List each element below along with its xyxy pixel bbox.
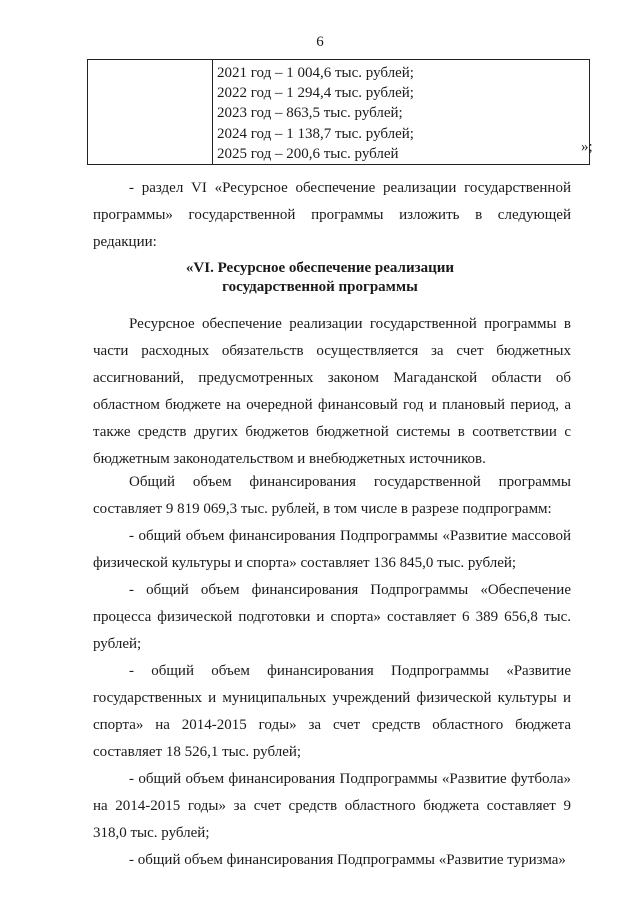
year-funding-line: 2021 год – 1 004,6 тыс. рублей; xyxy=(217,65,414,81)
year-funding-line: 2022 год – 1 294,4 тыс. рублей; xyxy=(217,85,414,102)
body-paragraph: Ресурсное обеспечение реализации государственной программы в части расходных обязательств осуществляется за счет бюджетных ассигнований, предусмотренных законом Магаданской области об областном бюджете на очередной финансовый год и плановый период, а также средств других бюджетов бюджетной системы в соответствии с бюджетным законодательством и внебюджетных источников. xyxy=(93,316,571,467)
table-row xyxy=(88,60,590,165)
page-number: 6 xyxy=(316,34,324,50)
body-paragraph: - общий объем финансирования Подпрограммы «Развитие массовой физической культуры и спорта» составляет 136 845,0 тыс. рублей; xyxy=(93,528,571,571)
section-heading-line-2: государственной программы xyxy=(222,279,418,295)
table-cell-yearly-funding xyxy=(213,60,590,165)
body-paragraph: - общий объем финансирования Подпрограммы «Развитие туризма» xyxy=(129,852,566,868)
body-paragraph: - общий объем финансирования Подпрограммы «Обеспечение процесса физической подготовки и спорта» составляет 6 389 656,8 тыс. рублей; xyxy=(93,582,571,652)
year-funding-line: 2025 год – 200,6 тыс. рублей xyxy=(217,145,399,162)
section-heading-line-1: «VI. Ресурсное обеспечение реализации xyxy=(185,260,455,276)
year-funding-line: 2024 год – 1 138,7 тыс. рублей; xyxy=(217,125,414,142)
table-cell-empty xyxy=(88,60,213,165)
body-paragraph: - общий объем финансирования Подпрограммы «Развитие футбола» на 2014-2015 годы» за счет средств областного бюджета составляет 9 318,0 тыс. рублей; xyxy=(93,771,571,841)
body-paragraph: Общий объем финансирования государственной программы составляет 9 819 069,3 тыс. рублей, в том числе в разрезе подпрограмм: xyxy=(93,474,571,517)
funding-table-continuation xyxy=(87,59,590,165)
year-funding-line: 2023 год – 863,5 тыс. рублей; xyxy=(217,105,403,122)
closing-quote: »; xyxy=(581,139,593,155)
body-paragraph: - общий объем финансирования Подпрограммы «Развитие государственных и муниципальных учреждений физической культуры и спорта» на 2014-2015 годы» за счет средств областного бюджета составляет 18 526,1 тыс. рублей; xyxy=(93,663,571,760)
intro-paragraph: - раздел VI «Ресурсное обеспечение реализации государственной программы» государственной программы изложить в следующей редакции: xyxy=(93,180,571,250)
